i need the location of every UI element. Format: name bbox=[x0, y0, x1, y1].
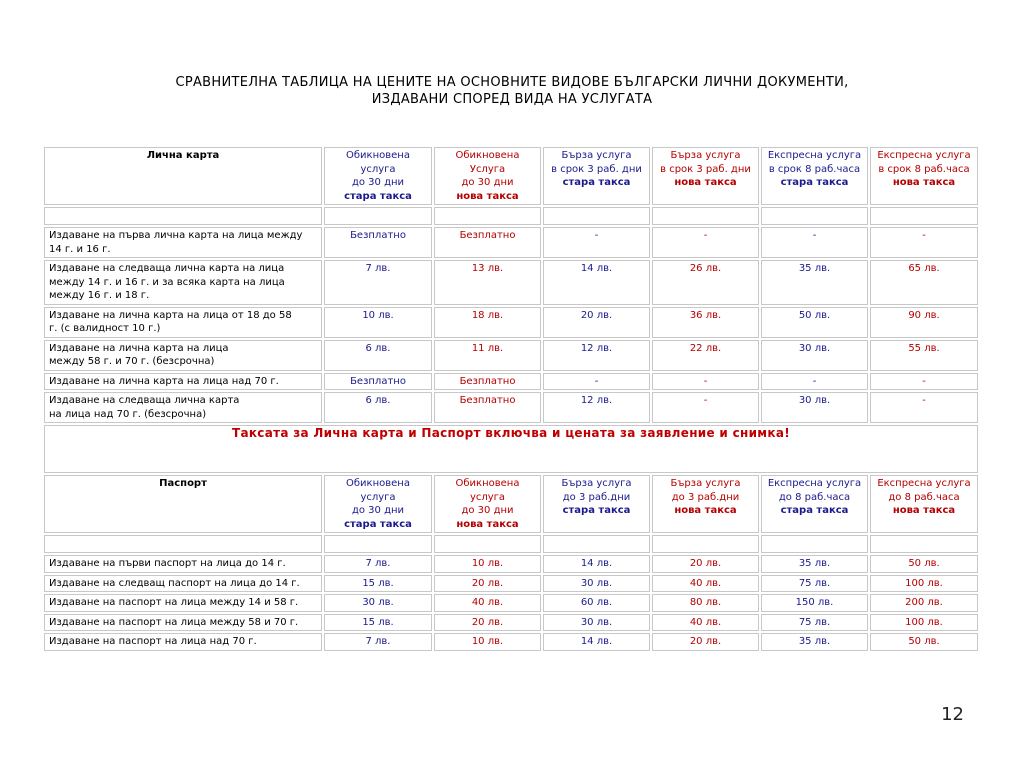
header-line: до 3 раб.дни bbox=[562, 491, 631, 503]
header-line: стара такса bbox=[562, 177, 631, 188]
description-line: между 16 г. и 18 г. bbox=[49, 290, 150, 301]
empty-cell bbox=[652, 207, 759, 225]
table-row bbox=[44, 614, 978, 632]
fee-cell: 14 лв. bbox=[543, 260, 650, 305]
header-line: услуга bbox=[469, 491, 506, 503]
fee-cell: 14 лв. bbox=[543, 555, 650, 573]
table-row bbox=[44, 340, 978, 371]
empty-cell bbox=[434, 535, 541, 553]
fee-cell: 20 лв. bbox=[434, 575, 541, 593]
row-description bbox=[44, 260, 322, 305]
header-line: нова такса bbox=[674, 177, 737, 188]
fee-cell: - bbox=[652, 392, 759, 423]
header-line: в срок 3 раб. дни bbox=[551, 163, 642, 175]
fee-cell: 22 лв. bbox=[652, 340, 759, 371]
fee-cell: 7 лв. bbox=[324, 555, 432, 573]
fee-cell: - bbox=[870, 392, 978, 423]
header-line: Обикновена bbox=[455, 150, 520, 161]
fee-cell: - bbox=[761, 227, 868, 258]
row-description bbox=[44, 307, 322, 338]
header-line: стара такса bbox=[780, 505, 849, 516]
fee-cell: 200 лв. bbox=[870, 594, 978, 612]
fee-cell: 65 лв. bbox=[870, 260, 978, 305]
header-line: услуга bbox=[360, 491, 396, 503]
header-line: в срок 3 раб. дни bbox=[660, 163, 751, 175]
fee-cell: - bbox=[761, 373, 868, 391]
id-card-column-header bbox=[870, 147, 978, 205]
table-row bbox=[44, 555, 978, 573]
fee-cell: 50 лв. bbox=[761, 307, 868, 338]
fee-cell: 40 лв. bbox=[652, 614, 759, 632]
fee-cell: 100 лв. bbox=[870, 614, 978, 632]
fee-cell: 20 лв. bbox=[543, 307, 650, 338]
description-line: г. (с валидност 10 г.) bbox=[49, 323, 161, 334]
fee-cell: 10 лв. bbox=[434, 555, 541, 573]
fee-cell: 15 лв. bbox=[324, 575, 432, 593]
empty-cell bbox=[543, 535, 650, 553]
fee-cell: 35 лв. bbox=[761, 260, 868, 305]
header-line: Обикновена bbox=[455, 478, 520, 489]
id-card-section bbox=[44, 147, 978, 423]
table-row bbox=[44, 260, 978, 305]
passport-header-row bbox=[44, 475, 978, 533]
fee-cell: - bbox=[543, 373, 650, 391]
header-line: в срок 8 раб.часа bbox=[768, 163, 861, 175]
description-line: между 14 г. и 16 г. и за всяка карта на лица bbox=[49, 276, 285, 288]
description-line: на лица над 70 г. (безсрочна) bbox=[49, 408, 207, 420]
empty-cell bbox=[652, 535, 759, 553]
description-line: Издаване на лична карта на лица от 18 до 58 bbox=[49, 309, 292, 321]
fee-cell: 35 лв. bbox=[761, 555, 868, 573]
row-description bbox=[44, 555, 322, 573]
empty-cell bbox=[44, 207, 322, 225]
passport-section bbox=[44, 475, 978, 651]
fee-cell: Безплатно bbox=[434, 227, 541, 258]
header-line: нова такса bbox=[456, 190, 519, 202]
fee-cell: Безплатно bbox=[434, 392, 541, 423]
passport-column-header bbox=[652, 475, 759, 533]
row-description bbox=[44, 614, 322, 632]
id-card-header-row bbox=[44, 147, 978, 205]
fee-cell: 150 лв. bbox=[761, 594, 868, 612]
fee-cell: 40 лв. bbox=[652, 575, 759, 593]
fee-cell: 18 лв. bbox=[434, 307, 541, 338]
fee-cell: 75 лв. bbox=[761, 575, 868, 593]
title-line-2: ИЗДАВАНИ СПОРЕД ВИДА НА УСЛУГАТА bbox=[371, 92, 653, 107]
fee-cell: 20 лв. bbox=[652, 633, 759, 651]
header-line: стара такса bbox=[344, 190, 412, 202]
id-card-column-header bbox=[324, 147, 432, 205]
passport-column-header bbox=[324, 475, 432, 533]
fee-cell: 15 лв. bbox=[324, 614, 432, 632]
table-row bbox=[44, 392, 978, 423]
row-description bbox=[44, 594, 322, 612]
table-row bbox=[44, 307, 978, 338]
page-number: 12 bbox=[941, 704, 964, 725]
fee-cell: 20 лв. bbox=[434, 614, 541, 632]
fee-cell: 30 лв. bbox=[761, 340, 868, 371]
description-line: Издаване на лична карта на лица bbox=[49, 342, 229, 354]
fee-cell: 90 лв. bbox=[870, 307, 978, 338]
header-line: Експресна услуга bbox=[767, 478, 862, 489]
header-line: стара такса bbox=[562, 505, 631, 516]
header-line: до 8 раб.часа bbox=[888, 491, 960, 503]
fee-cell: 14 лв. bbox=[543, 633, 650, 651]
fee-cell: - bbox=[870, 373, 978, 391]
fee-cell: 35 лв. bbox=[761, 633, 868, 651]
header-line: до 30 дни bbox=[351, 177, 405, 188]
header-line: в срок 8 раб.часа bbox=[878, 163, 970, 175]
fee-cell: 10 лв. bbox=[324, 307, 432, 338]
description-line: Издаване на първи паспорт на лица до 14 г. bbox=[49, 558, 286, 569]
header-line: стара такса bbox=[344, 518, 412, 530]
description-line: Издаване на следваща лична карта bbox=[49, 395, 240, 406]
empty-cell bbox=[434, 207, 541, 225]
empty-cell bbox=[870, 535, 978, 553]
id-card-column-header bbox=[434, 147, 541, 205]
header-line: Експресна услуга bbox=[877, 150, 971, 161]
header-line: Услуга bbox=[469, 163, 506, 175]
empty-cell bbox=[44, 535, 322, 553]
id-card-label: Лична карта bbox=[44, 147, 322, 205]
fee-cell: 13 лв. bbox=[434, 260, 541, 305]
page-title bbox=[0, 74, 1024, 108]
fee-cell: 12 лв. bbox=[543, 392, 650, 423]
description-line: Издаване на следваща лична карта на лица bbox=[49, 263, 285, 274]
fee-cell: - bbox=[652, 227, 759, 258]
fee-cell: 50 лв. bbox=[870, 555, 978, 573]
row-description bbox=[44, 392, 322, 423]
empty-cell bbox=[870, 207, 978, 225]
header-line: нова такса bbox=[674, 505, 737, 516]
id-card-column-header bbox=[543, 147, 650, 205]
header-line: Бърза услуга bbox=[670, 150, 741, 161]
fee-cell: Безплатно bbox=[324, 227, 432, 258]
passport-column-header bbox=[543, 475, 650, 533]
header-line: до 3 раб.дни bbox=[671, 491, 740, 503]
fee-cell: 7 лв. bbox=[324, 260, 432, 305]
id-card-column-header bbox=[652, 147, 759, 205]
fee-cell: 60 лв. bbox=[543, 594, 650, 612]
fee-cell: - bbox=[543, 227, 650, 258]
fee-cell: Безплатно bbox=[324, 373, 432, 391]
fee-cell: 6 лв. bbox=[324, 392, 432, 423]
passport-spacer-row bbox=[44, 535, 978, 553]
header-line: до 30 дни bbox=[351, 505, 405, 516]
header-line: услуга bbox=[360, 163, 396, 175]
fee-cell: 75 лв. bbox=[761, 614, 868, 632]
row-description bbox=[44, 633, 322, 651]
empty-cell bbox=[761, 535, 868, 553]
empty-cell bbox=[761, 207, 868, 225]
fee-cell: - bbox=[652, 373, 759, 391]
note-text: Таксата за Лична карта и Паспорт включва и цената за заявление и снимка! bbox=[44, 425, 978, 473]
fee-cell: Безплатно bbox=[434, 373, 541, 391]
table-row bbox=[44, 594, 978, 612]
description-line: Издаване на следващ паспорт на лица до 14 г. bbox=[49, 577, 300, 589]
id-card-column-header bbox=[761, 147, 868, 205]
header-line: нова такса bbox=[892, 505, 956, 516]
passport-column-header bbox=[761, 475, 868, 533]
header-line: до 30 дни bbox=[461, 505, 514, 516]
passport-column-header bbox=[870, 475, 978, 533]
header-line: Бърза услуга bbox=[561, 150, 632, 161]
header-line: Експресна услуга bbox=[877, 478, 971, 489]
id-card-spacer-row bbox=[44, 207, 978, 225]
header-line: нова такса bbox=[892, 177, 956, 188]
header-line: Бърза услуга bbox=[561, 478, 632, 489]
description-line: Издаване на лична карта на лица над 70 г. bbox=[49, 375, 279, 387]
fee-cell: 26 лв. bbox=[652, 260, 759, 305]
fee-cell: 6 лв. bbox=[324, 340, 432, 371]
fee-cell: 30 лв. bbox=[543, 614, 650, 632]
header-line: до 8 раб.часа bbox=[778, 491, 851, 503]
fee-cell: 30 лв. bbox=[543, 575, 650, 593]
fee-cell: 11 лв. bbox=[434, 340, 541, 371]
fee-cell: 10 лв. bbox=[434, 633, 541, 651]
fee-cell: 55 лв. bbox=[870, 340, 978, 371]
description-line: Издаване на паспорт на лица между 14 и 58 г. bbox=[49, 597, 299, 608]
fee-cell: 20 лв. bbox=[652, 555, 759, 573]
note-row bbox=[44, 425, 978, 473]
row-description bbox=[44, 373, 322, 391]
fee-cell: 50 лв. bbox=[870, 633, 978, 651]
description-line: Издаване на паспорт на лица между 58 и 70 г. bbox=[49, 616, 299, 628]
row-description bbox=[44, 575, 322, 593]
note-section bbox=[44, 425, 978, 473]
table-row bbox=[44, 227, 978, 258]
description-line: между 58 г. и 70 г. (безсрочна) bbox=[49, 356, 215, 367]
empty-cell bbox=[543, 207, 650, 225]
row-description bbox=[44, 227, 322, 258]
fee-cell: 100 лв. bbox=[870, 575, 978, 593]
table-row bbox=[44, 633, 978, 651]
fees-table bbox=[42, 145, 980, 653]
passport-column-header bbox=[434, 475, 541, 533]
row-description bbox=[44, 340, 322, 371]
description-line: Издаване на паспорт на лица над 70 г. bbox=[49, 636, 257, 647]
header-line: стара такса bbox=[780, 177, 849, 188]
header-line: Бърза услуга bbox=[670, 478, 741, 489]
header-line: Експресна услуга bbox=[767, 150, 862, 161]
fee-cell: 30 лв. bbox=[761, 392, 868, 423]
empty-cell bbox=[324, 535, 432, 553]
table-row bbox=[44, 373, 978, 391]
table-row bbox=[44, 575, 978, 593]
fee-cell: 30 лв. bbox=[324, 594, 432, 612]
description-line: Издаване на първа лична карта на лица между bbox=[49, 230, 303, 241]
fee-cell: 12 лв. bbox=[543, 340, 650, 371]
fee-cell: 40 лв. bbox=[434, 594, 541, 612]
passport-label: Паспорт bbox=[44, 475, 322, 533]
empty-cell bbox=[324, 207, 432, 225]
fee-cell: 36 лв. bbox=[652, 307, 759, 338]
header-line: нова такса bbox=[456, 518, 519, 530]
header-line: Обикновена bbox=[346, 478, 410, 489]
header-line: Обикновена bbox=[346, 150, 410, 161]
fee-cell: - bbox=[870, 227, 978, 258]
title-line-1: СРАВНИТЕЛНА ТАБЛИЦА НА ЦЕНИТЕ НА ОСНОВНИТЕ ВИДОВЕ БЪЛГАРСКИ ЛИЧНИ ДОКУМЕНТИ, bbox=[175, 75, 849, 90]
fee-cell: 7 лв. bbox=[324, 633, 432, 651]
description-line: 14 г. и 16 г. bbox=[49, 243, 111, 255]
header-line: до 30 дни bbox=[461, 177, 514, 188]
fee-cell: 80 лв. bbox=[652, 594, 759, 612]
